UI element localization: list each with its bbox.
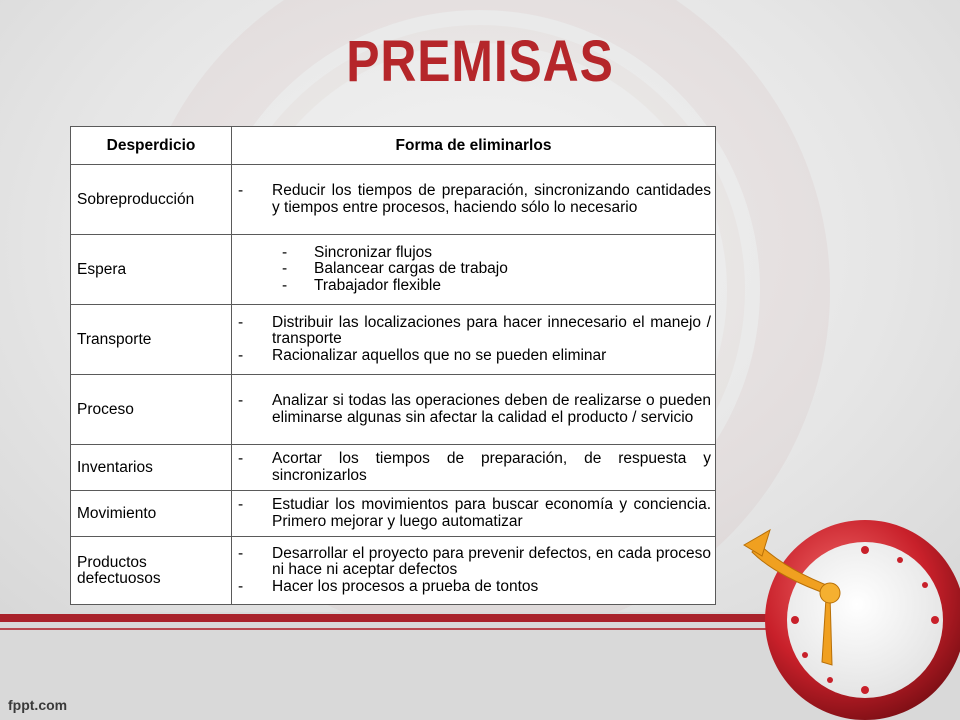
list-item: - Racionalizar aquellos que no se pueden eliminar — [232, 348, 711, 365]
row-description — [232, 235, 716, 305]
table-row — [71, 491, 716, 537]
footer-brand: fppt.com — [8, 697, 68, 713]
row-description — [232, 491, 716, 537]
list-item: - Hacer los procesos a prueba de tontos — [232, 579, 711, 596]
row-description — [232, 165, 716, 235]
list-item: - Distribuir las localizaciones para hacer innecesario el manejo / transporte — [232, 315, 711, 348]
table-row — [71, 537, 716, 605]
row-description — [232, 305, 716, 375]
list-item: - Sincronizar flujos — [232, 245, 711, 262]
row-description — [232, 537, 716, 605]
table-row — [71, 375, 716, 445]
row-category: Transporte — [71, 305, 232, 375]
list-item: - Desarrollar el proyecto para prevenir defectos, en cada proceso ni hace ni aceptar defectos — [232, 546, 711, 579]
header-forma: Forma de eliminarlos — [232, 127, 716, 165]
table-row — [71, 445, 716, 491]
row-description — [232, 445, 716, 491]
row-category: Movimiento — [71, 491, 232, 537]
row-category: Espera — [71, 235, 232, 305]
row-category: Sobreproducción — [71, 165, 232, 235]
list-item: - Trabajador flexible — [232, 278, 711, 295]
slide-title: PREMISAS — [346, 29, 614, 94]
row-category: Inventarios — [71, 445, 232, 491]
table-row — [71, 305, 716, 375]
list-item: - Reducir los tiempos de preparación, sincronizando cantidades y tiempos entre procesos, haciendo sólo lo necesario — [232, 183, 711, 216]
table-row — [71, 235, 716, 305]
row-category: Proceso — [71, 375, 232, 445]
list-item: - Analizar si todas las operaciones deben de realizarse o pueden eliminarse algunas sin afectar la calidad el producto / servicio — [232, 393, 711, 426]
table-row — [71, 165, 716, 235]
list-item: - Estudiar los movimientos para buscar economía y conciencia. Primero mejorar y luego automatizar — [232, 497, 711, 530]
header-desperdicio: Desperdicio — [71, 127, 232, 165]
clock-icon — [730, 490, 960, 720]
table-header-row — [71, 127, 716, 165]
list-item: - Acortar los tiempos de preparación, de respuesta y sincronizarlos — [232, 451, 711, 484]
list-item: - Balancear cargas de trabajo — [232, 261, 711, 278]
row-category: Productos defectuosos — [71, 537, 232, 605]
premisas-table — [70, 126, 716, 605]
row-description — [232, 375, 716, 445]
